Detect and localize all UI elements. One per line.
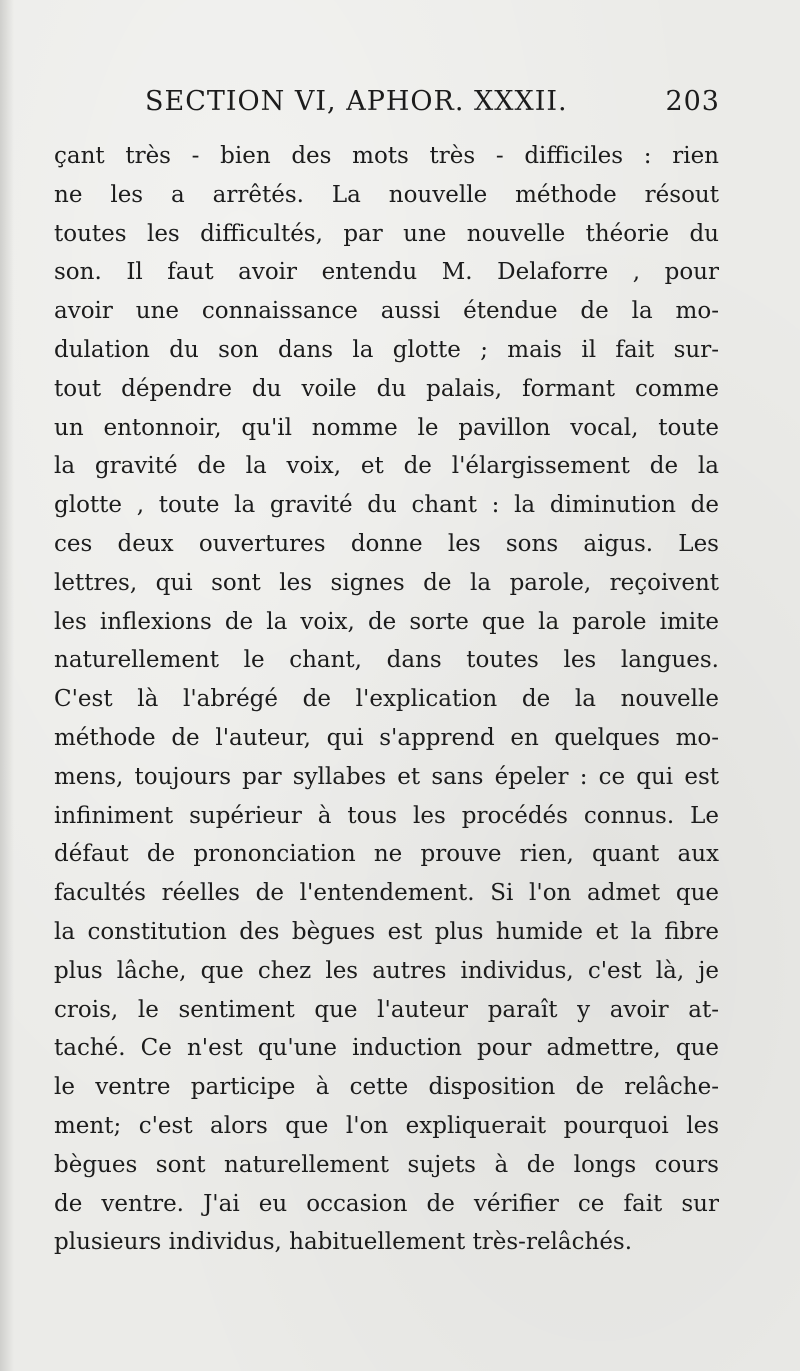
text-line: ne les a arrêtés. La nouvelle méthode résout — [54, 181, 719, 208]
text-line: plus lâche, que chez les autres individus, c'est là, je — [54, 957, 719, 984]
text-line: ces deux ouvertures donne les sons aigus. Les — [54, 530, 719, 557]
page-number: 203 — [665, 86, 720, 117]
text-line: avoir une connaissance aussi étendue de la mo- — [54, 298, 719, 325]
text-line: défaut de prononciation ne prouve rien, quant aux — [54, 841, 719, 868]
text-line: tout dépendre du voile du palais, formant comme — [54, 375, 719, 402]
running-header — [145, 86, 720, 126]
text-line: le ventre participe à cette disposition de relâche- — [54, 1074, 719, 1101]
text-line: glotte , toute la gravité du chant : la diminution de — [54, 492, 719, 519]
running-title: SECTION VI, APHOR. XXXII. — [145, 86, 568, 117]
text-line: de ventre. J'ai eu occasion de vérifier ce fait sur — [54, 1190, 719, 1217]
text-line: un entonnoir, qu'il nomme le pavillon vocal, toute — [54, 414, 719, 441]
text-line: lettres, qui sont les signes de la parole, reçoivent — [54, 569, 719, 596]
text-line: çant très - bien des mots très - difficiles : rien — [54, 143, 719, 169]
text-line: taché. Ce n'est qu'une induction pour admettre, que — [54, 1035, 719, 1062]
text-line: les inflexions de la voix, de sorte que la parole imite — [54, 608, 719, 635]
text-line: facultés réelles de l'entendement. Si l'on admet que — [54, 880, 719, 907]
text-line: ment; c'est alors que l'on expliquerait pourquoi les — [54, 1112, 719, 1139]
text-line: la constitution des bègues est plus humide et la fibre — [54, 918, 719, 945]
text-line: toutes les difficultés, par une nouvelle théorie du — [54, 220, 719, 247]
text-line: son. Il faut avoir entendu M. Delaforre , pour — [54, 259, 719, 286]
body-text — [54, 137, 719, 1262]
text-line: infiniment supérieur à tous les procédés connus. Le — [54, 802, 719, 829]
text-line: C'est là l'abrégé de l'explication de la nouvelle — [54, 686, 719, 713]
text-line: crois, le sentiment que l'auteur paraît y avoir at- — [54, 996, 719, 1023]
text-line: naturellement le chant, dans toutes les langues. — [54, 647, 719, 674]
text-line: mens, toujours par syllabes et sans épeler : ce qui est — [54, 763, 719, 790]
page-edge-shadow — [0, 0, 14, 1371]
text-line: plusieurs individus, habituellement très-relâchés. — [54, 1229, 633, 1256]
text-line: dulation du son dans la glotte ; mais il fait sur- — [54, 336, 719, 363]
text-line: méthode de l'auteur, qui s'apprend en quelques mo- — [54, 724, 719, 751]
text-line: la gravité de la voix, et de l'élargissement de la — [54, 453, 719, 480]
text-line: bègues sont naturellement sujets à de longs cours — [54, 1151, 719, 1178]
